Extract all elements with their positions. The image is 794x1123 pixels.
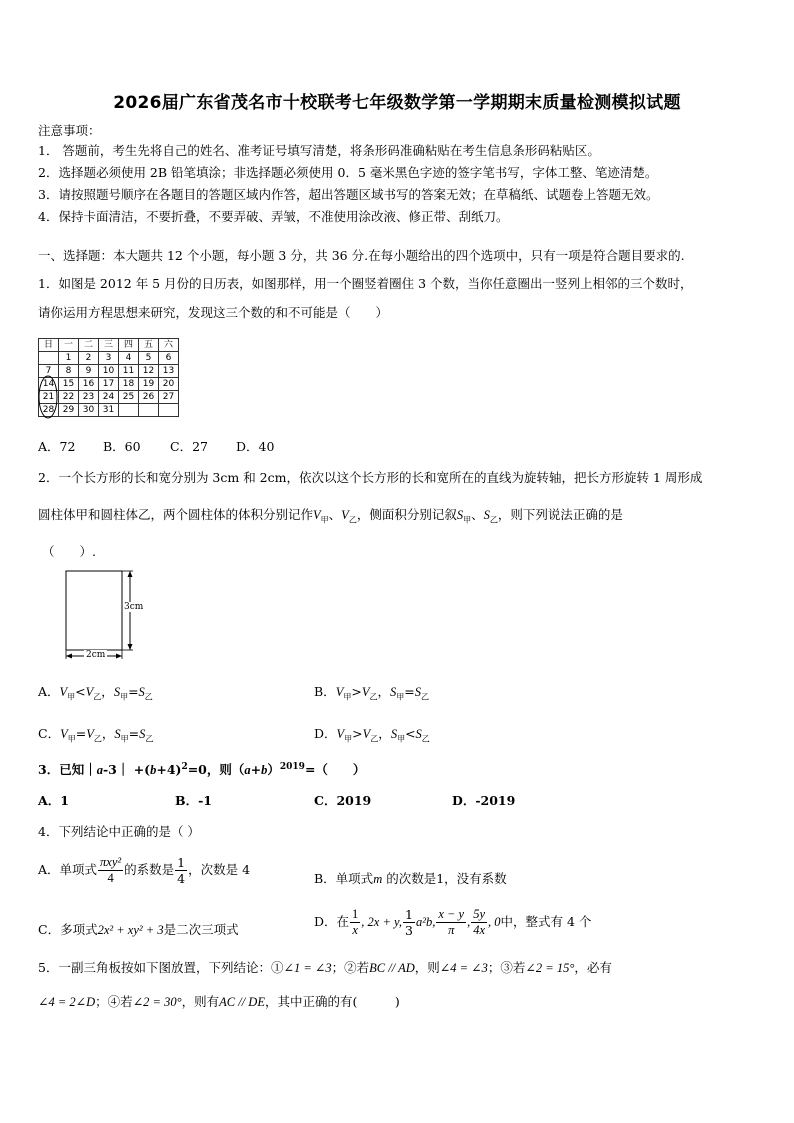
fraction: $\frac{x - y}{\pi}$ bbox=[438, 907, 465, 937]
q2-option-b: B．$V_甲>V_乙$，$S_甲=S_乙$ bbox=[314, 684, 429, 702]
calendar-cell: 15 bbox=[59, 378, 79, 391]
calendar-cell bbox=[139, 404, 159, 417]
calendar-cell: 9 bbox=[79, 365, 99, 378]
q1-option-a: A．72 bbox=[38, 439, 76, 454]
q3-option-d: D．-2019 bbox=[452, 793, 516, 808]
calendar-cell: 11 bbox=[119, 365, 139, 378]
calendar-cell: 21 bbox=[39, 391, 59, 404]
calendar-cell bbox=[119, 404, 139, 417]
q2-option-a: A．$V_甲<V_乙$，$S_甲=S_乙$ bbox=[38, 684, 153, 702]
calendar-cell: 22 bbox=[59, 391, 79, 404]
calendar-cell: 10 bbox=[99, 365, 119, 378]
fraction: $\frac{\text{πxy²}}{4}$ bbox=[100, 855, 122, 885]
section-heading: 一、选择题：本大题共 12 个小题，每小题 3 分，共 36 分.在每小题给出的四个选项中，只有一项是符合题目要求的. bbox=[38, 248, 685, 263]
notice-heading: 注意事项： bbox=[38, 123, 101, 138]
q5-stem-line2: ∠4 = 2∠D；④若∠2 = 30°，则有AC // DE，其中正确的有( ) bbox=[38, 994, 400, 1009]
q1-option-d: D．40 bbox=[236, 439, 275, 454]
calendar-cell: 4 bbox=[119, 352, 139, 365]
q4-stem: 4．下列结论中正确的是（ ） bbox=[38, 824, 200, 839]
calendar-cell: 27 bbox=[159, 391, 179, 404]
notice-item-4: 4．保持卡面清洁，不要折叠，不要弄破、弄皱，不准使用涂改液、修正带、刮纸刀。 bbox=[38, 209, 509, 224]
notice-item-3: 3．请按照题号顺序在各题目的答题区域内作答，超出答题区域书写的答案无效；在草稿纸、试题卷上答题无效。 bbox=[38, 187, 659, 202]
q2-option-d: D．$V_甲>V_乙$，$S_甲<S_乙$ bbox=[314, 726, 430, 744]
calendar-cell: 12 bbox=[139, 365, 159, 378]
calendar-cell bbox=[39, 352, 59, 365]
q4-option-c: C．多项式2x² + xy² + 3是二次三项式 bbox=[38, 922, 239, 937]
q2-stem-line2: 圆柱体甲和圆柱体乙，两个圆柱体的体积分别记作$V_甲$、$V_乙$，侧面积分别记叙$S_甲$、$S_乙$，则下列说法正确的是 bbox=[38, 507, 623, 525]
q1-option-c: C．27 bbox=[170, 439, 208, 454]
q1-stem-line2: 请你运用方程思想来研究，发现这三个数的和不可能是（ ） bbox=[38, 305, 389, 320]
q2-s-yi: $S_乙$ bbox=[483, 508, 498, 525]
calendar-cell: 20 bbox=[159, 378, 179, 391]
calendar-cell: 1 bbox=[59, 352, 79, 365]
calendar-cell: 31 bbox=[99, 404, 119, 417]
calendar-cell: 28 bbox=[39, 404, 59, 417]
q5-stem-line1: 5．一副三角板按如下图放置，下列结论：①∠1 = ∠3；②若BC // AD，则∠4 = ∠3；③若∠2 = 15°，必有 bbox=[38, 960, 612, 975]
calendar-cell: 8 bbox=[59, 365, 79, 378]
q2-v-jia: $V_甲$ bbox=[313, 508, 329, 525]
q2-text: 圆柱体甲和圆柱体乙，两个圆柱体的体积分别记作 bbox=[38, 507, 314, 522]
q4-option-b: B．单项式m 的次数是1，没有系数 bbox=[314, 871, 507, 886]
calendar-cell: 四 bbox=[119, 339, 139, 352]
calendar-cell bbox=[159, 404, 179, 417]
q1-option-b: B．60 bbox=[103, 439, 141, 454]
calendar-cell: 23 bbox=[79, 391, 99, 404]
q2-v-yi: $V_乙$ bbox=[341, 508, 357, 525]
calendar-cell: 6 bbox=[159, 352, 179, 365]
calendar-circle-mark bbox=[36, 374, 60, 420]
fraction: $\frac{1}{3}$ bbox=[405, 907, 413, 938]
calendar-cell: 13 bbox=[159, 365, 179, 378]
calendar-cell: 7 bbox=[39, 365, 59, 378]
calendar-cell: 30 bbox=[79, 404, 99, 417]
notice-item-1: 1． 答题前，考生先将自己的姓名、准考证号填写清楚，将条形码准确粘贴在考生信息条形码粘贴区。 bbox=[38, 143, 600, 158]
notice-item-2: 2．选择题必须使用 2B 铅笔填涂；非选择题必须使用 0．5 毫米黑色字迹的签字笔书写，字体工整、笔迹清楚。 bbox=[38, 165, 658, 180]
calendar-cell: 日 bbox=[39, 339, 59, 352]
calendar-row bbox=[39, 352, 179, 365]
q3-stem: 3．已知｜a-3｜ $+(b+4)^2=0$，则$(a+b)^{2019}=$（ ） bbox=[38, 761, 366, 777]
calendar-cell: 17 bbox=[99, 378, 119, 391]
fraction: $\frac{1}{4}$ bbox=[177, 855, 186, 886]
calendar-cell: 14 bbox=[39, 378, 59, 391]
calendar-cell: 25 bbox=[119, 391, 139, 404]
height-label: 3cm bbox=[124, 602, 144, 612]
fraction: $\frac{5y}{4x}$ bbox=[473, 907, 486, 937]
q1-stem-line1: 1．如图是 2012 年 5 月份的日历表，如图那样，用一个圈竖着圈住 3 个数，当你任意圈出一竖列上相邻的三个数时， bbox=[38, 276, 693, 291]
q2-s-jia: $S_甲$ bbox=[456, 508, 472, 525]
calendar-cell: 2 bbox=[79, 352, 99, 365]
fraction: $\frac{1}{x}$ bbox=[352, 907, 359, 937]
page-title: 2026届广东省茂名市十校联考七年级数学第一学期期末质量检测模拟试题 bbox=[113, 93, 681, 113]
q2-stem-line3: （ ）. bbox=[42, 544, 96, 559]
calendar-cell: 26 bbox=[139, 391, 159, 404]
rectangle-figure bbox=[58, 566, 158, 662]
width-label: 2cm bbox=[86, 650, 106, 660]
calendar-cell: 二 bbox=[79, 339, 99, 352]
q3-option-b: B．-1 bbox=[175, 793, 212, 808]
q3-option-c: C．2019 bbox=[314, 793, 372, 808]
calendar-cell: 五 bbox=[139, 339, 159, 352]
calendar-cell: 24 bbox=[99, 391, 119, 404]
calendar-cell: 一 bbox=[59, 339, 79, 352]
calendar-cell: 16 bbox=[79, 378, 99, 391]
q2-stem-line1: 2．一个长方形的长和宽分别为 3cm 和 2cm，依次以这个长方形的长和宽所在的直线为旋转轴，把长方形旋转 1 周形成 bbox=[38, 470, 703, 485]
q2-option-c: C．$V_甲=V_乙$，$S_甲=S_乙$ bbox=[38, 726, 154, 744]
calendar-cell: 六 bbox=[159, 339, 179, 352]
calendar-cell: 5 bbox=[139, 352, 159, 365]
calendar-cell: 18 bbox=[119, 378, 139, 391]
calendar-cell: 29 bbox=[59, 404, 79, 417]
calendar-cell: 三 bbox=[99, 339, 119, 352]
q3-option-a: A．1 bbox=[38, 793, 69, 808]
calendar-header-row bbox=[39, 339, 179, 352]
calendar-cell: 19 bbox=[139, 378, 159, 391]
calendar-cell: 3 bbox=[99, 352, 119, 365]
q4-option-a: A．单项式 $\frac{\text{πxy²}}{4}$ 的系数是 $\frac{1}{4}$ ，次数是 4 bbox=[38, 855, 251, 886]
q4-option-d: D．在 $\frac{1}{x}$ , 2x + y, $\frac{1}{3}$ a²b, $\frac{x - y}{\pi}$ , $\frac{5y}{4x}$ , 0中，整式有 4 个 bbox=[314, 907, 592, 938]
